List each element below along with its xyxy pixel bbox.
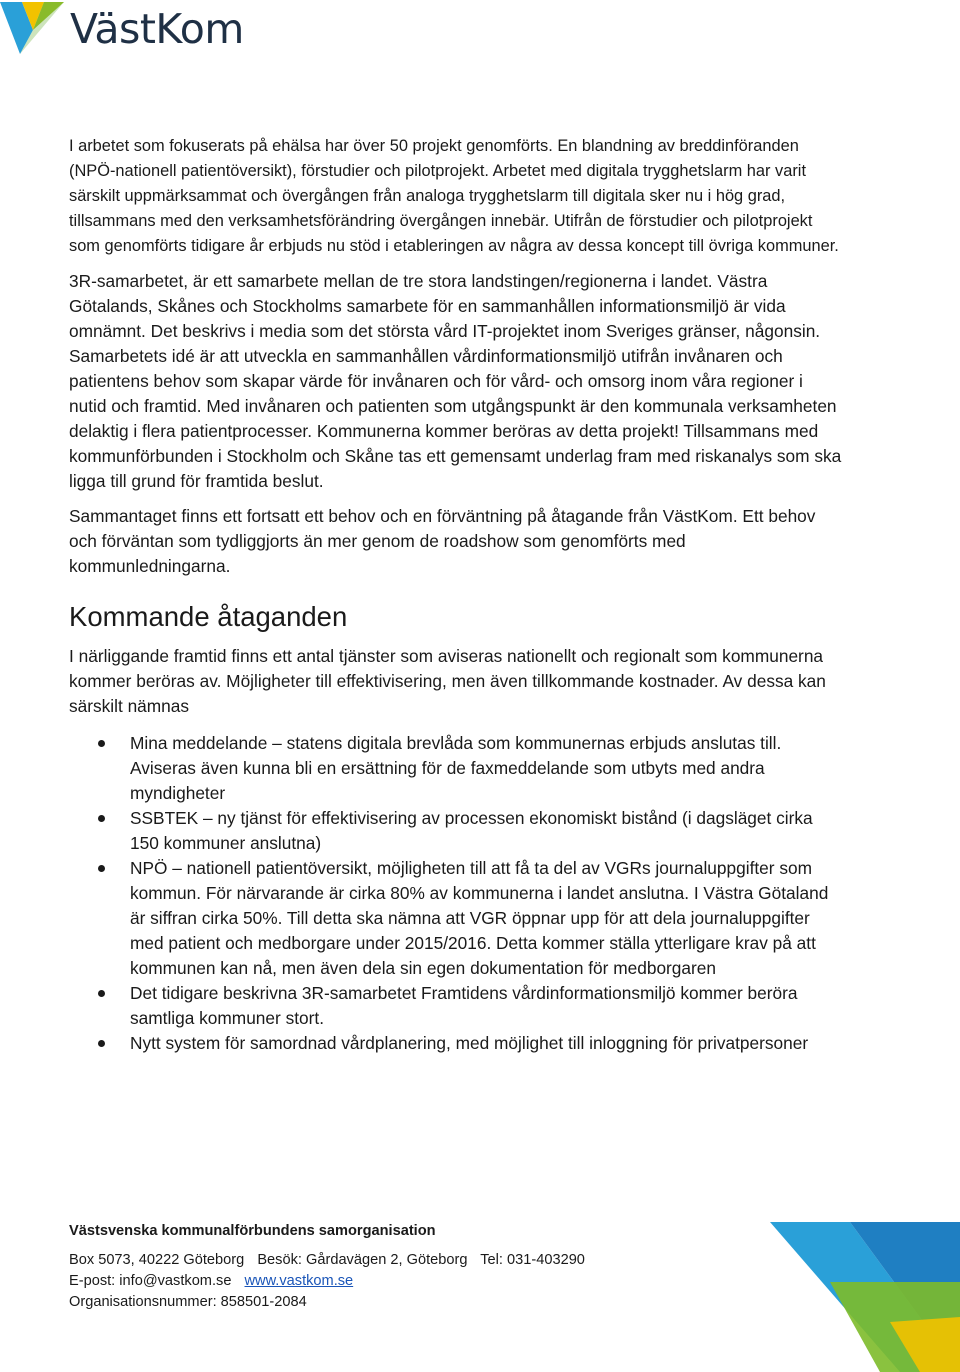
footer-orgnr: Organisationsnummer: 858501-2084 — [69, 1294, 307, 1310]
bullet-icon — [98, 740, 105, 747]
bullet-icon — [98, 815, 105, 822]
list-item — [69, 806, 844, 856]
footer-address: Box 5073, 40222 Göteborg — [69, 1252, 245, 1268]
bullet-icon — [98, 990, 105, 997]
list-item-text: NPÖ – nationell patientöversikt, möjligheten till att få ta del av VGRs journaluppgifter som kommun. För närvarande är cirka 80% av kommunerna i landet anslutna. I Västra Götaland är siffran cirka 50%. Till detta ska nämna att VGR öppnar upp för att dela journaluppgifter med patient och medborgare under 2015/2016. Detta kommer ställa ytterligare krav på att kommunen kan nå, men även dela sin egen dokumentation för medborgaren — [130, 858, 829, 978]
bullet-list — [69, 731, 844, 1056]
list-item-text: Nytt system för samordnad vårdplanering, med möjlighet till inloggning för privatpersoner — [130, 1033, 809, 1053]
footer-website-link[interactable]: www.vastkom.se — [244, 1273, 354, 1289]
bullet-icon — [98, 865, 105, 872]
footer-email-line — [69, 1271, 769, 1292]
list-item-text: Det tidigare beskrivna 3R-samarbetet Framtidens vårdinformationsmiljö kommer beröra samtliga kommuner stort. — [130, 983, 798, 1028]
paragraph-3r: 3R-samarbetet, är ett samarbete mellan de tre stora landstingen/regionerna i landet. Västra Götalands, Skånes och Stockholms samarbete för en sammanhållen informationsmiljö är vida omnämnt. Det beskrivs i media som det största vård IT-projektet inom Sveriges gränser, någonsin. Samarbetets idé är att utveckla en sammanhållen vårdinformationsmiljö utifrån invånaren och patientens behov som skapar värde för invånaren och för vård- och omsorg inom våra regioner i nutid och framtid. Med invånaren och patienten som utgångspunkt är den kommunala verksamheten delaktig i flera patientprocesser. Kommunerna kommer beröras av detta projekt! Tillsammans med kommunförbunden i Stockholm och Skåne tas ett gemensamt underlag fram med riskanalys som ska ligga till grund för framtida beslut. — [69, 271, 842, 491]
vastkom-logo-icon — [0, 0, 66, 56]
vastkom-logo — [0, 0, 270, 60]
corner-graphic-icon — [770, 1222, 960, 1372]
footer-org-name: Västsvenska kommunalförbundens samorganisation — [69, 1223, 436, 1239]
paragraph-ehalsa: I arbetet som fokuserats på ehälsa har över 50 projekt genomförts. En blandning av breddinföranden (NPÖ-nationell patientöversikt), förstudier och pilotprojekt. Arbetet med digitala trygghetslarm har varit särskilt uppmärksammat och övergången från analoga trygghetslarm till digitala sker nu i hög grad, tillsammans med den verksamhetsförändring övergången innebär. Utifrån de förstudier och pilotprojekt som genomförts tidigare år erbjuds nu stöd i etableringen av några av dessa koncept till övriga kommuner. — [69, 137, 839, 255]
paragraph-summary: Sammantaget finns ett fortsatt ett behov och en förväntning på åtagande från VästKom. Ett behov och förväntan som tydliggjorts än mer genom de roadshow som genomförts med kommunledningarna. — [69, 506, 816, 576]
section-heading: Kommande åtaganden — [69, 601, 348, 632]
list-item — [69, 981, 844, 1031]
document-body — [69, 134, 844, 1056]
footer — [69, 1220, 769, 1313]
list-item — [69, 1031, 844, 1056]
logo-wordmark: VästKom — [70, 5, 244, 53]
list-item-text: Mina meddelande – statens digitala brevlåda som kommunernas erbjuds anslutas till. Aviseras även kunna bli en ersättning för de faxmeddelande som utbyts med andra myndigheter — [130, 733, 782, 803]
footer-email: E-post: info@vastkom.se — [69, 1273, 232, 1289]
bullet-icon — [98, 1040, 105, 1047]
list-item — [69, 856, 844, 981]
footer-contact-line — [69, 1250, 769, 1271]
list-item — [69, 731, 844, 806]
footer-visit-address: Besök: Gårdavägen 2, Göteborg — [257, 1252, 468, 1268]
paragraph-intro: I närliggande framtid finns ett antal tjänster som aviseras nationellt och regionalt som kommunerna kommer beröras av. Möjligheter till effektivisering, men även tillkommande kostnader. Av dessa kan särskilt nämnas — [69, 646, 826, 716]
list-item-text: SSBTEK – ny tjänst för effektivisering av processen ekonomiskt bistånd (i dagsläget cirka 150 kommuner anslutna) — [130, 808, 813, 853]
footer-phone: Tel: 031-403290 — [480, 1252, 585, 1268]
